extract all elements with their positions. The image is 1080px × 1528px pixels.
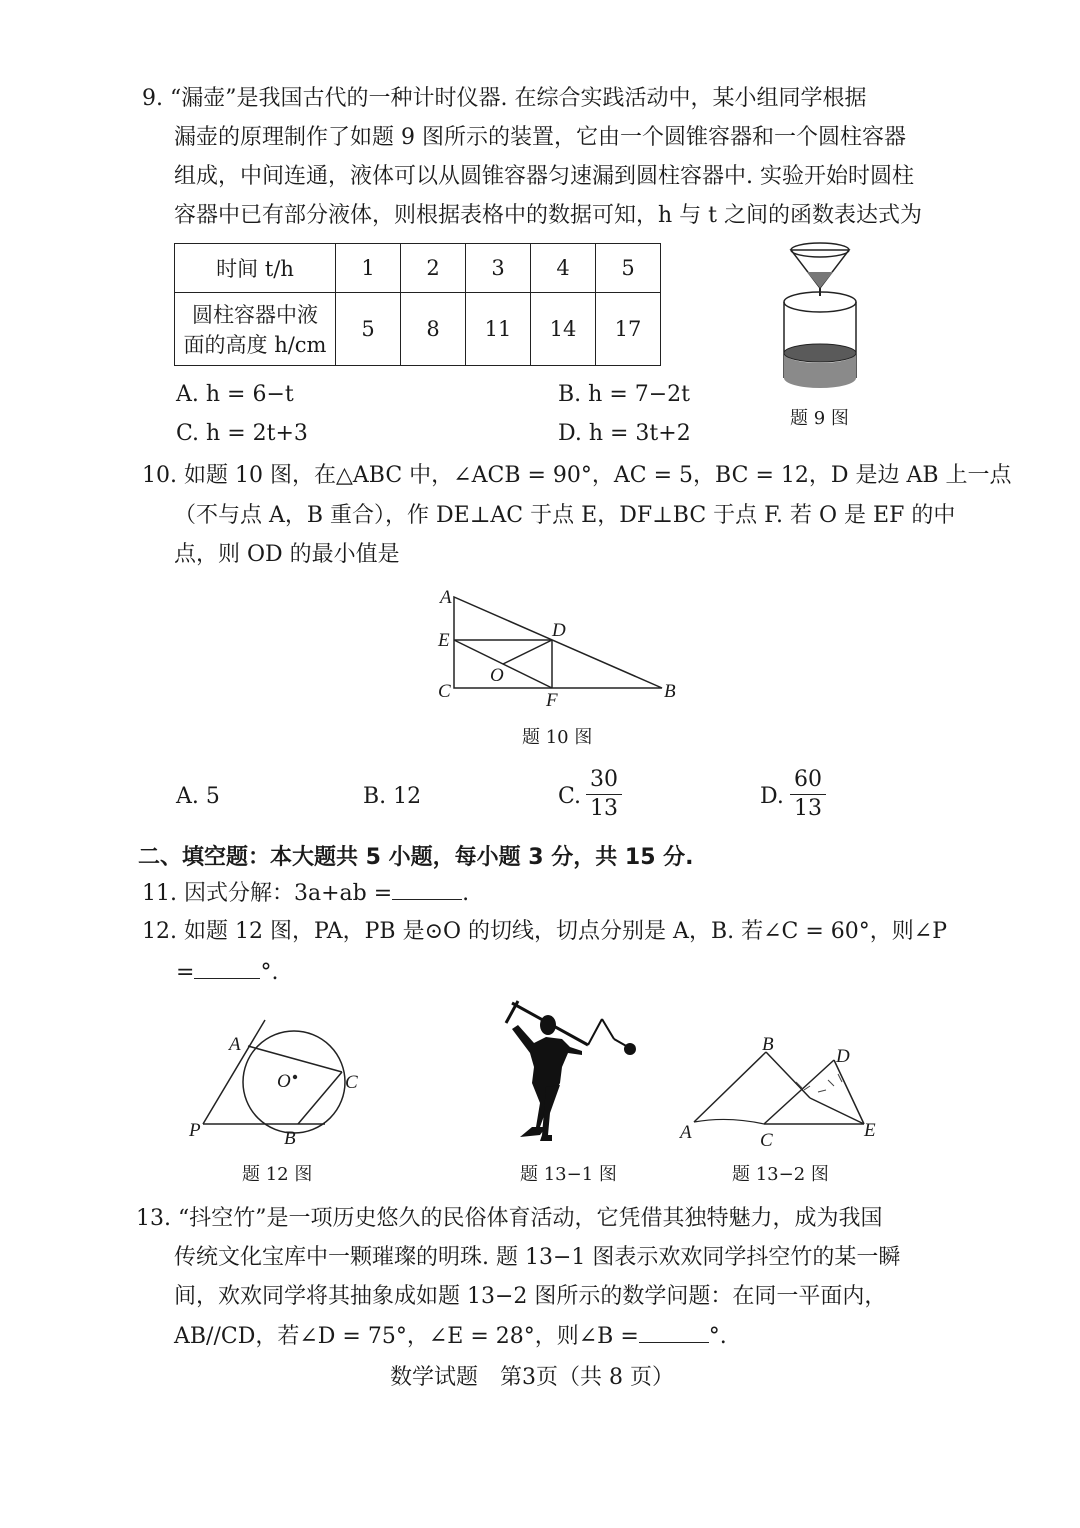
- q12-label-c: C: [345, 1072, 358, 1093]
- q9-table-time-cell: 4: [531, 244, 596, 293]
- q10-option-d-numerator: 60: [790, 766, 826, 795]
- q9-table-time-cell: 3: [466, 244, 531, 293]
- q10-line-2: （不与点 A，B 重合），作 DE⊥AC 于点 E，DF⊥BC 于点 F. 若 O 是 EF 的中: [174, 503, 956, 528]
- q9-table-time-cell: 1: [336, 244, 401, 293]
- q10-label-c: C: [438, 681, 451, 702]
- page-footer: 数学试题 第3页（共 8 页）: [390, 1365, 674, 1390]
- q10-label-f: F: [546, 690, 558, 708]
- q9-table-time-cell: 5: [596, 244, 661, 293]
- q9-table-height-header-line2: 面的高度 h/cm: [183, 333, 327, 357]
- q9-figure-caption: 题 9 图: [790, 408, 849, 429]
- q10-option-c-fraction: [586, 766, 622, 823]
- q12-line-2: [176, 958, 278, 987]
- q12-label-a: A: [229, 1034, 241, 1055]
- q9-line-3: 组成，中间连通，液体可以从圆锥容器匀速漏到圆柱容器中. 实验开始时圆柱: [174, 164, 914, 189]
- q13-line-4: [174, 1322, 727, 1351]
- q9-line-4: 容器中已有部分液体，则根据表格中的数据可知，h 与 t 之间的函数表达式为: [174, 203, 922, 228]
- q9-option-b: B. h = 7−2t: [558, 382, 691, 407]
- q13-2-figure: [678, 1030, 888, 1150]
- q10-option-c-label: C.: [558, 784, 582, 809]
- q10-label-e: E: [438, 630, 450, 651]
- q13-answer-blank[interactable]: [639, 1322, 709, 1343]
- q9-table-height-header: [175, 293, 336, 366]
- q13-2-figure-caption: 题 13−2 图: [732, 1164, 829, 1185]
- q13-line-3: 间，欢欢同学将其抽象成如题 13−2 图所示的数学问题：在同一平面内，: [174, 1284, 887, 1309]
- q10-label-b: B: [664, 681, 676, 702]
- q13-2-label-e: E: [864, 1120, 876, 1141]
- q9-table-height-cell: 14: [531, 293, 596, 366]
- q11: [142, 879, 469, 908]
- q12-line-2-prefix: =: [176, 960, 195, 985]
- q13-2-label-b: B: [762, 1034, 774, 1055]
- q10-label-a: A: [440, 587, 452, 608]
- q13-line-4-prefix: AB//CD，若∠D = 75°，∠E = 28°，则∠B =: [174, 1324, 639, 1349]
- q9-line-2: 漏壶的原理制作了如题 9 图所示的装置，它由一个圆锥容器和一个圆柱容器: [174, 125, 906, 150]
- q13-2-label-d: D: [836, 1046, 850, 1067]
- q12-label-b: B: [284, 1128, 296, 1149]
- q9-table-height-cell: 11: [466, 293, 531, 366]
- q9-figure: [770, 240, 870, 400]
- q11-prefix: 11. 因式分解：3a+ab =: [142, 881, 393, 906]
- q12-label-p: P: [189, 1120, 201, 1141]
- q9-line-1: 9. “漏壶”是我国古代的一种计时仪器. 在综合实践活动中，某小组同学根据: [142, 86, 867, 111]
- q13-2-label-a: A: [680, 1122, 692, 1143]
- q9-option-a: A. h = 6−t: [176, 382, 294, 407]
- q12-label-o: O: [277, 1071, 291, 1092]
- q11-suffix: .: [462, 881, 470, 906]
- section-2-title: 二、填空题：本大题共 5 小题，每小题 3 分，共 15 分.: [138, 845, 694, 870]
- q9-table-height-cell: 8: [401, 293, 466, 366]
- q13-line-2: 传统文化宝库中一颗璀璨的明珠. 题 13−1 图表示欢欢同学抖空竹的某一瞬: [174, 1245, 901, 1270]
- q9-option-d: D. h = 3t+2: [558, 421, 691, 446]
- q10-option-d-fraction: [790, 766, 826, 823]
- q10-option-c-numerator: 30: [586, 766, 622, 795]
- q10-label-d: D: [552, 620, 566, 641]
- q12-line-1: 12. 如题 12 图，PA，PB 是⊙O 的切线，切点分别是 A，B. 若∠C = 60°，则∠P: [142, 919, 948, 944]
- q11-answer-blank[interactable]: [392, 879, 462, 900]
- q12-line-2-suffix: °.: [260, 960, 279, 985]
- q9-table-time-cell: 2: [401, 244, 466, 293]
- q13-line-4-suffix: °.: [708, 1324, 727, 1349]
- q12-answer-blank[interactable]: [194, 958, 260, 979]
- q13-line-1: 13. “抖空竹”是一项历史悠久的民俗体育活动，它凭借其独特魅力，成为我国: [136, 1206, 883, 1231]
- q13-2-label-c: C: [760, 1130, 773, 1150]
- q10-line-3: 点，则 OD 的最小值是: [174, 542, 400, 567]
- q10-label-o: O: [490, 665, 504, 686]
- q9-data-table: [174, 243, 661, 366]
- q9-table-height-cell: 17: [596, 293, 661, 366]
- q9-table-height-header-line1: 圆柱容器中液: [192, 303, 318, 327]
- q9-table-time-header: 时间 t/h: [175, 244, 336, 293]
- q9-option-c: C. h = 2t+3: [176, 421, 308, 446]
- q10-option-b: B. 12: [363, 784, 422, 809]
- q10-option-a: A. 5: [176, 784, 220, 809]
- q10-figure: [430, 583, 690, 708]
- q10-option-d-denominator: 13: [794, 796, 822, 821]
- q10-line-1: 10. 如题 10 图，在△ABC 中，∠ACB = 90°，AC = 5，BC = 12，D 是边 AB 上一点: [142, 463, 1012, 488]
- q10-option-d-label: D.: [760, 784, 784, 809]
- q9-table-height-cell: 5: [336, 293, 401, 366]
- q12-figure-caption: 题 12 图: [242, 1164, 313, 1185]
- q12-figure: [185, 1010, 365, 1150]
- q10-figure-caption: 题 10 图: [522, 727, 593, 748]
- q13-1-figure-caption: 题 13−1 图: [520, 1164, 617, 1185]
- q13-1-figure: [490, 995, 650, 1150]
- q10-option-c-denominator: 13: [590, 796, 618, 821]
